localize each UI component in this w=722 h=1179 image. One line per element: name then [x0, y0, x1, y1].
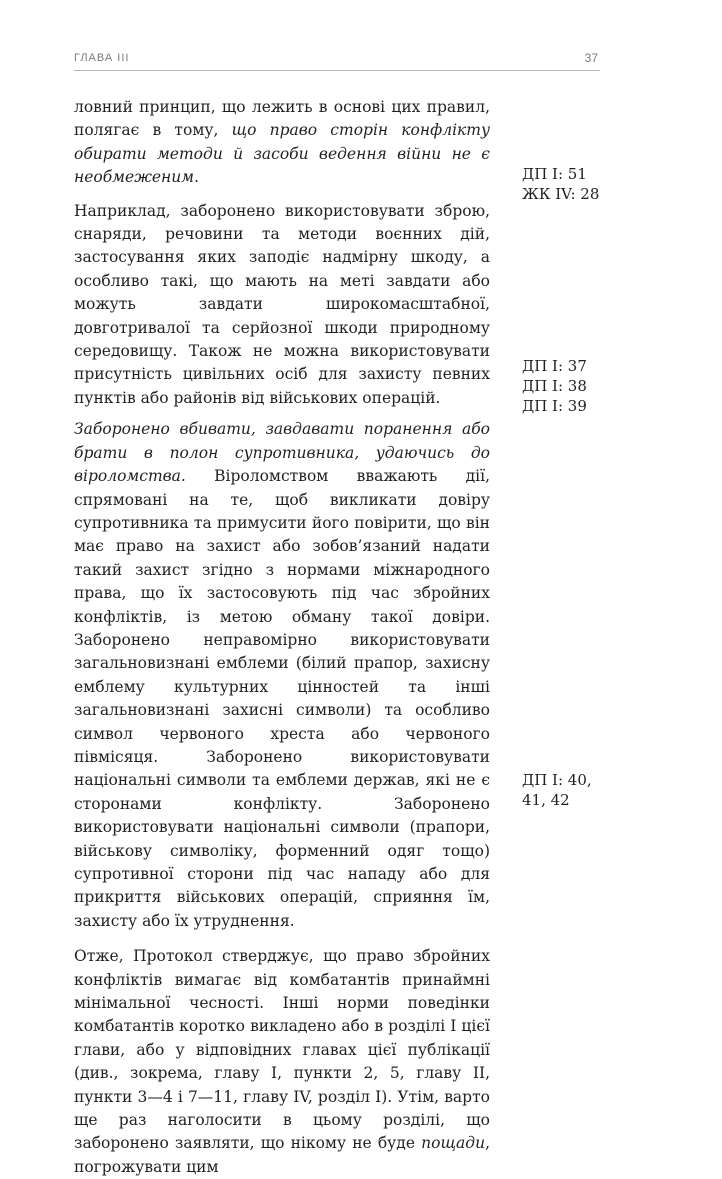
- text-run: , погрожувати цим: [74, 1134, 490, 1176]
- main-text: [74, 96, 490, 1179]
- italic-text-run: що право сторін конфлікту обирати методи й засоби ведення війни не є необмеженим: [74, 121, 490, 187]
- margin-reference: ДП І: 51: [522, 165, 587, 183]
- paragraph-3: [74, 418, 490, 933]
- margin-note-1: [522, 164, 612, 204]
- text-run: ловний принцип, що лежить в основі цих правил, полягає в тому,: [74, 98, 490, 140]
- running-header: [74, 48, 600, 71]
- paragraph-2: [74, 200, 490, 411]
- page-number: 37: [584, 51, 598, 65]
- margin-reference: ДП І: 38: [522, 377, 587, 395]
- italic-text-run: Заборонено вбивати, завдавати поранення або брати в полон супротивника, удаючись до віроломства.: [74, 420, 490, 486]
- text-run: Отже, Протокол стверджує, що право збройних конфліктів вимагає від комбатантів принаймні мінімальної чесності. Інші норми поведінки комбатантів коротко викладено або в розділі I цієї глави, або у відповідних главах цієї публікації (див., зокрема, главу I, пункти 2, 5, главу II, пункти 3—4 і 7—11, главу IV, розділ I). Утім, варто ще раз наголосити в цьому розділі, що заборонено заявляти, що нікому не буде: [74, 947, 490, 1153]
- text-run: Віроломством вважають дії, спрямовані на те, щоб викликати довіру супротивника та примусити його повірити, що він має право на захист або зобов’язаний надати такий захист згідно з нормами міжнародного права, що їх застосовують під час збройних конфліктів, із метою обману такої довіри. Заборонено неправомірно використовувати загальновизнані емблеми (білий прапор, захисну емблему культурних цінностей та інші загальновизнані захисні символи) та особливо символ червоного хреста або червоного півмісяця. Заборонено використовувати національні символи та емблеми держав, які не є сторонами конфлікту. Заборонено використовувати національні символи (прапори, військову символіку, форменний одяг тощо) супротивної сторони під час нападу або для прикриття військових операцій, сприяння їм, захисту або їх утруднення.: [74, 467, 490, 930]
- margin-reference: ДП І: 39: [522, 397, 587, 415]
- text-run: Наприклад, заборонено використовувати зброю, снаряди, речовини та методи воєнних дій, застосування яких заподіє надмірну шкоду, а особливо такі, що мають на меті завдати або можуть завдати широкомасштабної, довготривалої та серйозної шкоди природному середовищу. Також не можна використовувати присутність цивільних осіб для захисту певних пунктів або районів від військових операцій.: [74, 201, 490, 407]
- margin-reference: ДП І: 37: [522, 357, 587, 375]
- margin-reference: ДП І: 40,: [522, 771, 592, 789]
- italic-text-run: пощади: [421, 1134, 486, 1153]
- text-run: .: [194, 168, 199, 187]
- margin-note-3: [522, 770, 612, 810]
- paragraph-1: [74, 96, 490, 190]
- margin-reference: ЖК IV: 28: [522, 185, 600, 203]
- margin-note-2: [522, 356, 612, 416]
- paragraph-4: [74, 945, 490, 1179]
- margin-reference: 41, 42: [522, 791, 570, 809]
- chapter-title: ГЛАВА III: [74, 52, 130, 64]
